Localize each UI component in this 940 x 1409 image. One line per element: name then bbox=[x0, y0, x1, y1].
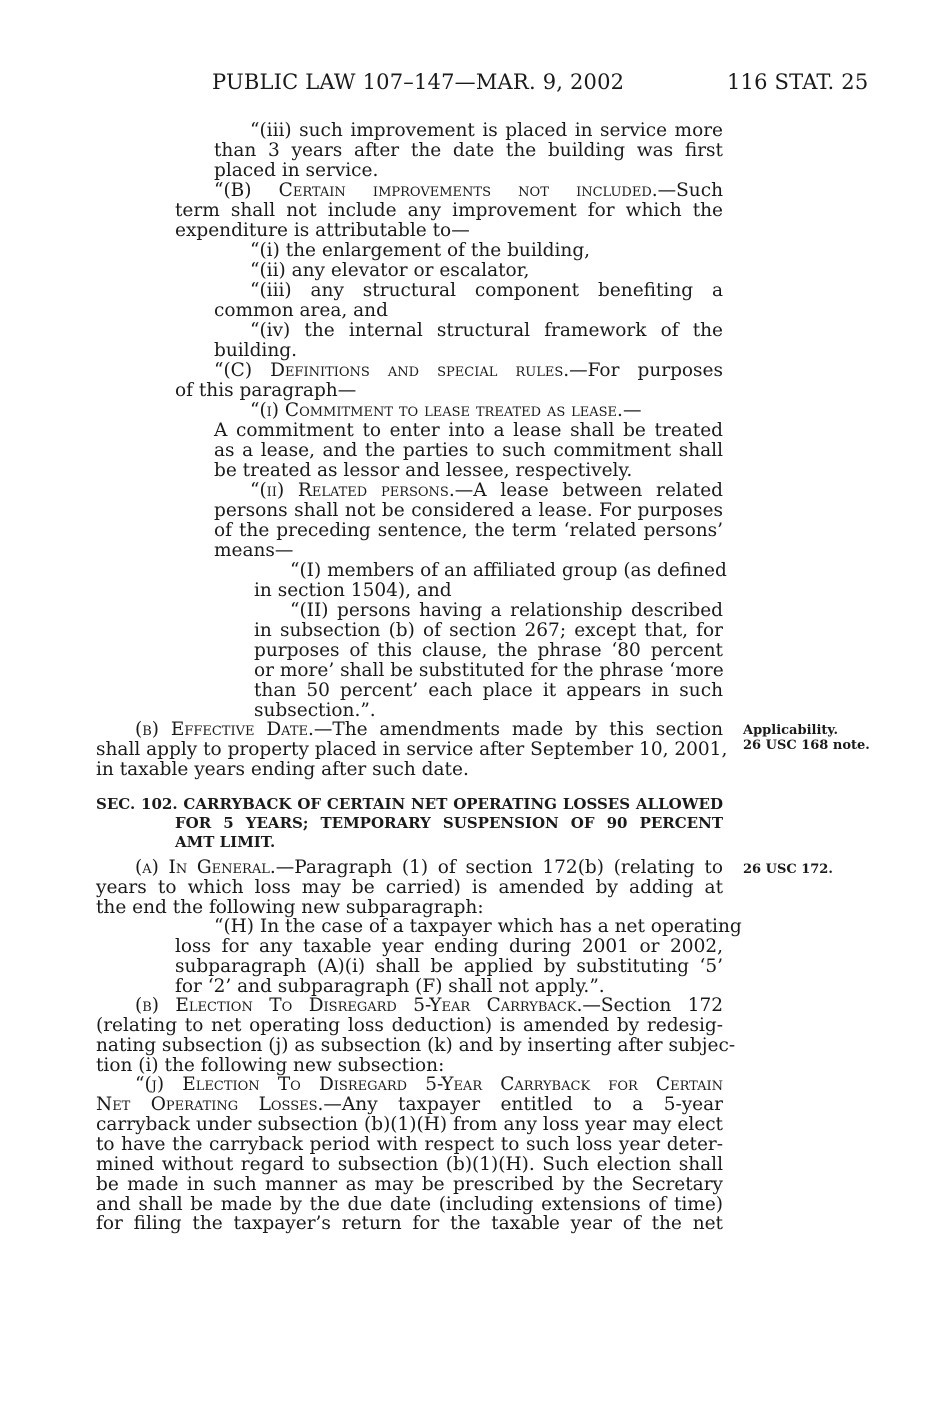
text-line: (relating to net operating loss deduction) is amended by redesig- bbox=[96, 1015, 723, 1036]
text-run: —Such bbox=[657, 180, 723, 201]
text-line: “(II) persons having a relationship described bbox=[290, 600, 723, 621]
subparagraph-heading: “(C) Definitions and special rules. bbox=[214, 360, 570, 381]
text-line: years to which loss may be carried) is amended by adding at bbox=[96, 877, 723, 898]
text-line: carryback under subsection (b)(1)(H) from any loss year may elect bbox=[96, 1114, 723, 1135]
text-line: be made in such manner as may be prescribed by the Secretary bbox=[96, 1174, 723, 1195]
text-line: placed in service. bbox=[214, 160, 379, 181]
text-run: —The amendments made by this section bbox=[313, 719, 724, 740]
margin-note-applicability: Applicability. bbox=[743, 723, 838, 738]
text-line: common area, and bbox=[214, 300, 388, 321]
text-line bbox=[250, 481, 723, 501]
text-run: —A lease between related bbox=[454, 480, 723, 501]
text-line: loss for any taxable year ending during 2001 or 2002, bbox=[175, 936, 723, 957]
text-line: in section 1504), and bbox=[254, 580, 452, 601]
running-head: PUBLIC LAW 107–147—MAR. 9, 2002 bbox=[212, 70, 625, 94]
text-run: —Paragraph (1) of section 172(b) (relating to bbox=[275, 857, 723, 878]
text-line: in taxable years ending after such date. bbox=[96, 759, 469, 780]
text-line: tion (i) the following new subsection: bbox=[96, 1055, 445, 1076]
subsection-heading: (b) Election To Disregard 5-Year Carryback. bbox=[135, 995, 583, 1016]
subsection-heading: Net Operating Losses. bbox=[96, 1094, 324, 1115]
text-line: subsection.”. bbox=[254, 700, 376, 721]
subsection-heading: (b) Effective Date. bbox=[135, 719, 314, 740]
text-line: “(i) the enlargement of the building, bbox=[250, 240, 591, 261]
text-line: for ‘2’ and subparagraph (F) shall not apply.”. bbox=[175, 976, 605, 997]
text-run: —Any taxpayer entitled to a 5-year bbox=[323, 1094, 723, 1115]
text-line: to have the carryback period with respect to such loss year deter- bbox=[96, 1134, 723, 1155]
text-line: or more’ shall be substituted for the phrase ‘more bbox=[254, 660, 724, 681]
text-line: expenditure is attributable to— bbox=[175, 220, 470, 241]
section-heading: FOR 5 YEARS; TEMPORARY SUSPENSION OF 90 PERCENT bbox=[175, 814, 723, 832]
text-line: in subsection (b) of section 267; except that, for bbox=[254, 620, 723, 641]
text-line bbox=[135, 996, 723, 1016]
text-line: “(j) Election To Disregard 5-Year Carryback for Certain bbox=[135, 1074, 723, 1095]
text-line: shall apply to property placed in service after September 10, 2001, bbox=[96, 739, 728, 760]
text-line: “(iv) the internal structural framework of the bbox=[250, 320, 723, 341]
text-line: and shall be made by the due date (including extensions of time) bbox=[96, 1194, 723, 1215]
text-line: purposes of this clause, the phrase ‘80 percent bbox=[254, 640, 723, 661]
text-line bbox=[135, 720, 723, 740]
text-line: nating subsection (j) as subsection (k) and by inserting after subjec- bbox=[96, 1035, 736, 1056]
clause-heading: “(ii) Related persons. bbox=[250, 480, 455, 501]
subparagraph-heading: “(B) Certain improvements not included. bbox=[214, 180, 658, 201]
text-line: be treated as lessor and lessee, respectively. bbox=[214, 460, 633, 481]
text-line: A commitment to enter into a lease shall be treated bbox=[214, 420, 723, 441]
page-number: 116 STAT. 25 bbox=[727, 70, 869, 94]
text-line bbox=[214, 361, 723, 381]
text-line: “(iii) such improvement is placed in service more bbox=[250, 120, 723, 141]
text-line: the end the following new subparagraph: bbox=[96, 897, 484, 918]
text-line: of this paragraph— bbox=[175, 380, 357, 401]
section-heading: SEC. 102. CARRYBACK OF CERTAIN NET OPERATING LOSSES ALLOWED bbox=[96, 795, 723, 813]
text-line: mined without regard to subsection (b)(1)(H). Such election shall bbox=[96, 1154, 723, 1175]
text-run: — bbox=[622, 400, 642, 421]
text-line: “(I) members of an affiliated group (as defined bbox=[290, 560, 727, 581]
margin-note-usc172: 26 USC 172. bbox=[743, 862, 833, 877]
text-line: than 3 years after the date the building was first bbox=[214, 140, 723, 161]
text-line bbox=[96, 1095, 723, 1115]
text-line: for filing the taxpayer’s return for the taxable year of the net bbox=[96, 1213, 723, 1234]
text-line: “(iii) any structural component benefiting a bbox=[250, 280, 723, 301]
text-line: building. bbox=[214, 340, 297, 361]
text-line: of the preceding sentence, the term ‘related persons’ bbox=[214, 520, 723, 541]
section-heading: AMT LIMIT. bbox=[175, 833, 276, 851]
text-line: subparagraph (A)(i) shall be applied by substituting ‘5’ bbox=[175, 956, 723, 977]
text-line: term shall not include any improvement for which the bbox=[175, 200, 723, 221]
text-line: means— bbox=[214, 540, 294, 561]
text-line: as a lease, and the parties to such commitment shall bbox=[214, 440, 723, 461]
text-line: than 50 percent’ each place it appears in such bbox=[254, 680, 723, 701]
text-line bbox=[135, 858, 723, 878]
text-line: persons shall not be considered a lease. For purposes bbox=[214, 500, 723, 521]
text-run: —Section 172 bbox=[582, 995, 724, 1016]
clause-heading: “(i) Commitment to lease treated as lease. bbox=[250, 400, 623, 421]
text-line: “(ii) any elevator or escalator, bbox=[250, 260, 530, 281]
margin-note-usc168: 26 USC 168 note. bbox=[743, 738, 870, 753]
subsection-heading: (a) In General. bbox=[135, 857, 276, 878]
text-line bbox=[250, 401, 641, 421]
text-run: —For purposes bbox=[569, 360, 723, 381]
text-line: “(H) In the case of a taxpayer which has a net operating bbox=[214, 916, 742, 937]
text-line bbox=[214, 181, 723, 201]
